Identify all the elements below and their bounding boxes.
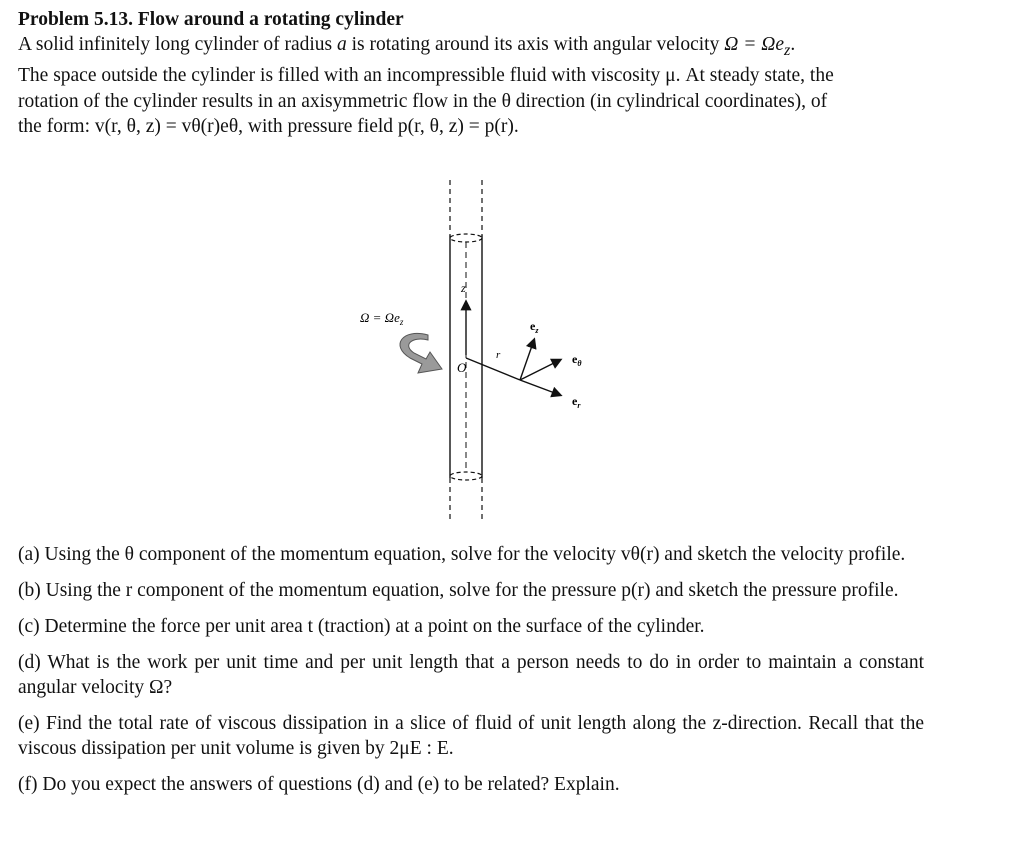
- intro-line-2: The space outside the cylinder is filled with an incompressible fluid with viscosity μ. At steady state, the: [18, 65, 834, 87]
- question-b: (b) Using the r component of the momentum equation, solve for the pressure p(r) and sketch the pressure profile.: [18, 580, 899, 601]
- problem-intro: [18, 32, 1008, 140]
- intro-line-4: the form: v(r, θ, z) = vθ(r)eθ, with pressure field p(r, θ, z) = p(r).: [18, 116, 519, 138]
- r-label: r: [496, 349, 501, 361]
- problem-page: [18, 8, 1008, 140]
- question-a: (a) Using the θ component of the momentum equation, solve for the velocity vθ(r) and sketch the velocity profile.: [18, 544, 906, 565]
- rotation-arrow-icon: [400, 333, 442, 373]
- intro-line-1-mid: is rotating around its axis with angular velocity: [346, 34, 725, 55]
- er-arrow: [520, 380, 560, 395]
- angular-velocity-subscript: z: [784, 40, 791, 59]
- intro-line-1: [18, 32, 1008, 63]
- cylinder-bottom-ellipse: [450, 472, 482, 480]
- er-label: $e_r$: [572, 394, 581, 410]
- radius-symbol: a: [337, 34, 347, 55]
- rotating-cylinder-figure: [350, 180, 650, 520]
- cylinder-top-ellipse: [450, 234, 482, 242]
- intro-line-1-post: .: [790, 34, 796, 55]
- problem-title: Problem 5.13. Flow around a rotating cylinder: [18, 9, 404, 30]
- etheta-label: $e_\theta$: [572, 352, 582, 368]
- origin-label: O: [457, 360, 467, 375]
- angular-velocity-expression: Ω = Ωe: [724, 34, 785, 55]
- ez-label: $e_z$: [530, 319, 539, 335]
- intro-line-1-pre: A solid infinitely long cylinder of radius: [18, 34, 337, 55]
- omega-label: $\Omega = \Omega e_z$: [360, 310, 404, 327]
- z-axis-label: z: [461, 281, 466, 295]
- radial-line: [466, 358, 520, 380]
- cylinder-diagram: [350, 180, 650, 520]
- intro-line-3: rotation of the cylinder results in an axisymmetric flow in the θ direction (in cylindrical coordinates), of: [18, 90, 828, 112]
- question-f: (f) Do you expect the answers of questions (d) and (e) to be related? Explain.: [18, 774, 620, 795]
- question-e: (e) Find the total rate of viscous dissipation in a slice of fluid of unit length along the z-direction. Recall that the viscous dissipation per unit volume is given by 2μE : E.: [18, 713, 924, 759]
- question-d: (d) What is the work per unit time and per unit length that a person needs to do in order to maintain a constant angular velocity Ω?: [18, 652, 924, 698]
- question-c: (c) Determine the force per unit area t (traction) at a point on the surface of the cylinder.: [18, 616, 705, 637]
- questions-list: [18, 542, 924, 808]
